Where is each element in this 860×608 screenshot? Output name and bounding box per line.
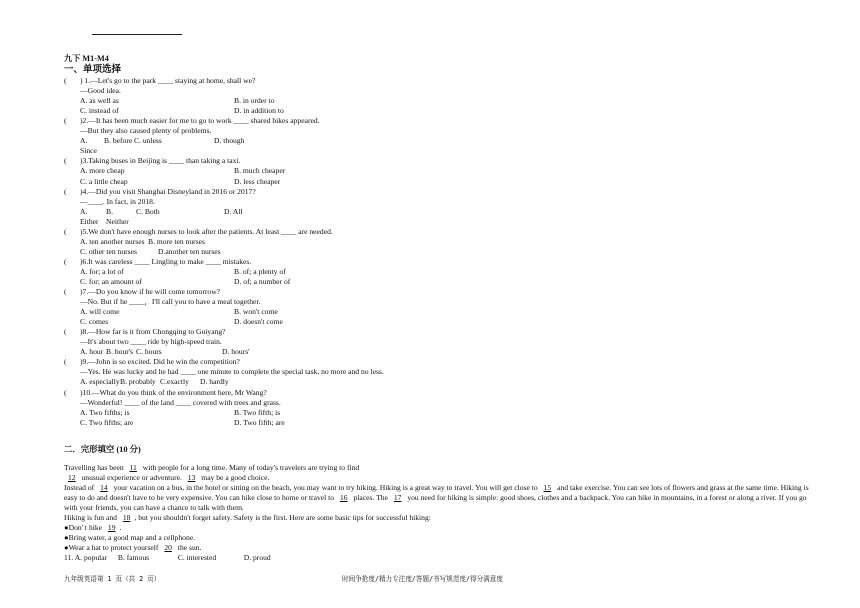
- options-row: [64, 207, 824, 227]
- option-d: D. hours': [222, 347, 250, 357]
- blank-16: 16: [339, 492, 348, 502]
- blank-15: 15: [543, 482, 552, 492]
- blank-18: 18: [122, 512, 131, 522]
- answer-bracket: (: [64, 156, 67, 166]
- dialogue-line: —But they also caused plenty of problems.: [80, 126, 212, 136]
- blank-13: 13: [187, 472, 196, 482]
- option-a: A. more cheap: [80, 166, 125, 176]
- passage-text: , but you shouldn't forget safety. Safety is the first. Here are some basic tips for successful hiking:: [134, 512, 431, 522]
- question-stem-row: [64, 187, 824, 197]
- question-item: [64, 327, 824, 357]
- option-d: D. though: [214, 136, 245, 146]
- answer-bracket: (: [64, 256, 67, 266]
- question-stem: —Let's go to the park ____ staying at home, shall we?: [90, 76, 256, 86]
- options-row: [64, 408, 824, 418]
- passage-text: may be a good choice.: [201, 472, 270, 482]
- option-c: C. interested: [177, 553, 217, 563]
- options-row: [64, 237, 824, 247]
- question-item: [64, 156, 824, 186]
- option-d: D. Two fifth; are: [234, 417, 285, 427]
- passage-text: Travelling has been: [64, 462, 124, 472]
- tip-line: ●Bring water, a good map and a cellphone.: [64, 533, 196, 543]
- page-title: 九下 M1-M4: [64, 54, 109, 63]
- passage-line: [64, 513, 816, 523]
- option-d: D. proud: [243, 553, 271, 563]
- passage-line: [64, 463, 816, 473]
- option-b: B. Two fifth; is: [234, 407, 281, 417]
- option-d: D. hardly: [200, 377, 229, 387]
- option-b: B. of; a plenty of: [234, 266, 286, 276]
- option-a: A. for; a lot of: [80, 266, 124, 276]
- question-number: )6.: [80, 256, 89, 266]
- option-b: B. more ten nurses: [148, 236, 205, 246]
- passage-text: your vacation on a bus, in the hotel or sitting on the beach, you may want to try hiking. Hiking is a great way to travel. You will get close to: [113, 482, 538, 492]
- question-number: ) 1.: [80, 76, 91, 86]
- question-list: [64, 76, 824, 428]
- option-c: C. a little cheap: [80, 176, 128, 186]
- question-number: )10.: [80, 387, 93, 397]
- option-c: C. instead of: [80, 106, 119, 116]
- question-item: [64, 357, 824, 387]
- passage-paragraph: [64, 483, 816, 513]
- answer-bracket: (: [64, 357, 67, 367]
- blank-19: 19: [107, 522, 116, 532]
- question-number: )4.: [80, 186, 89, 196]
- options-row: [64, 177, 824, 187]
- dialogue-line: —____. In fact, in 2018.: [80, 196, 155, 206]
- option-b: B. famous: [117, 553, 150, 563]
- option-b: B. probably: [120, 377, 156, 387]
- passage-text: Hiking is fun and: [64, 512, 117, 522]
- question-item: [64, 257, 824, 287]
- passage-text: and take exercise. You can see lots of flowers and grass at the same time. Hiking is easy to do and doesn't have to be very expensive. You can hike close to home or travel to: [64, 482, 809, 502]
- option-c: C. other ten nurses: [80, 246, 137, 256]
- option-a: A. hour: [80, 347, 104, 357]
- passage-line: [64, 473, 816, 483]
- dialogue-line: —Good idea.: [80, 86, 121, 96]
- question-stem: —What do you think of the environment here, Mr Wang?: [92, 387, 267, 397]
- answer-bracket: (: [64, 116, 67, 126]
- answer-bracket: (: [64, 387, 67, 397]
- dialogue-line: —No. But if he ____，I'll call you to have a meal together.: [80, 297, 261, 307]
- tip-line: [64, 543, 816, 553]
- option-b: B. much cheaper: [234, 166, 286, 176]
- passage-text: with people for a long time. Many of today's travelers are trying to find: [142, 462, 360, 472]
- name-line: [92, 34, 182, 35]
- option-b: B. hour's: [106, 347, 134, 357]
- option-c: C. Both: [136, 206, 160, 216]
- blank-14: 14: [100, 482, 108, 492]
- question-item: [64, 388, 824, 428]
- option-b: B. in order to: [234, 96, 275, 106]
- question-stem: —Do you know if he will come tomorrow?: [88, 287, 221, 297]
- dialogue-line: —It's about two ____ ride by high-speed train.: [80, 337, 222, 347]
- question-stem-row: [64, 156, 824, 166]
- question-stem: —It has been much easier for me to go to work ____ shared bikes appeared.: [88, 116, 320, 126]
- option-d: D. of; a number of: [234, 276, 291, 286]
- question-number: )5.: [80, 226, 89, 236]
- question-number: )7.: [80, 287, 89, 297]
- answer-bracket: (: [64, 76, 67, 86]
- question-stem-row: [64, 357, 824, 367]
- question-stem-row: [64, 76, 824, 86]
- question-stem: —Did you visit Shanghai Disneyland in 2016 or 2017?: [88, 186, 256, 196]
- answer-bracket: (: [64, 327, 67, 337]
- question-item: [64, 116, 824, 156]
- dialogue-line: —Yes. He was lucky and he had ____ one minute to complete the special task, no more and no less.: [80, 367, 384, 377]
- dialogue-line: —Wonderful! ____ of the land ____ covered with trees and grass.: [80, 397, 281, 407]
- question-stem-row: [64, 327, 824, 337]
- option-a: A. Two fifths; is: [80, 407, 130, 417]
- passage-text: you need for hiking is simple: good shoes, clothes and a backpack. You can hike in mountains, in a forest or along a river. If you go with your friends, you can have a chance to talk with them.: [64, 492, 807, 512]
- options-row: [64, 377, 824, 387]
- option-c: C. hours: [136, 347, 162, 357]
- question-item: [64, 187, 824, 227]
- option-b: B. Neither: [106, 206, 129, 226]
- cloze-options-11: [64, 553, 816, 563]
- question-stem: Taking buses in Beijing is ____ than taking a taxi.: [88, 156, 241, 166]
- options-row: [64, 418, 824, 428]
- option-a: A. Either: [80, 206, 99, 226]
- question-stem: —How far is it from Chongqing to Guiyang?: [88, 327, 226, 337]
- question-stem-row: [64, 287, 824, 297]
- options-row: [64, 96, 824, 106]
- option-c: C. Two fifths; are: [80, 417, 134, 427]
- question-stem: —John is so excited. Did he win the competition?: [88, 357, 240, 367]
- option-b: B. before: [104, 136, 133, 146]
- question-item: [64, 227, 824, 257]
- option-a: A. ten another nurses: [80, 236, 145, 246]
- options-row: [64, 347, 824, 357]
- question-number: )8.: [80, 327, 89, 337]
- section-heading-1: 一、单项选择: [64, 65, 122, 76]
- exam-page: [64, 54, 824, 563]
- blank-12: 12: [68, 472, 76, 482]
- passage-text: places. The: [353, 492, 388, 502]
- option-d: D. in addition to: [234, 106, 284, 116]
- options-row: [64, 166, 824, 176]
- question-item: [64, 287, 824, 327]
- option-d: D. doesn't come: [234, 317, 283, 327]
- options-row: [64, 267, 824, 277]
- blank-11: 11: [129, 462, 137, 472]
- passage-text: unusual experience or adventure.: [81, 472, 182, 482]
- question-stem-row: [64, 388, 824, 398]
- option-d: D. All: [224, 206, 243, 216]
- footer-page-number: 九年级英语第 1 页（共 2 页）: [64, 575, 161, 583]
- option-a: A. especially: [80, 377, 120, 387]
- passage-text: .: [119, 522, 122, 532]
- option-d: D.another ten nurses: [158, 246, 221, 256]
- passage-text: ●Wear a hat to protect yourself: [64, 543, 159, 553]
- question-stem: It was careless ____ Lingling to make ____ mistakes.: [88, 256, 252, 266]
- question-number: )2.: [80, 116, 89, 126]
- option-a: 11. A. popular: [64, 553, 108, 563]
- question-stem-row: [64, 257, 824, 267]
- option-a: A. as well as: [80, 96, 119, 106]
- question-number: )3.: [80, 156, 89, 166]
- option-c: C.exactly: [160, 377, 189, 387]
- options-row: [64, 317, 824, 327]
- question-item: [64, 76, 824, 116]
- question-stem: We don't have enough nurses to look after the patients. At least ____ are needed.: [88, 226, 333, 236]
- blank-20: 20: [164, 543, 172, 553]
- question-number: )9.: [80, 357, 89, 367]
- question-stem-row: [64, 227, 824, 237]
- options-row: [64, 247, 824, 257]
- passage-text: Instead of: [64, 482, 95, 492]
- cloze-passage: [64, 463, 816, 563]
- section-heading-2: 二．完形填空 (10 分): [64, 444, 141, 454]
- answer-bracket: (: [64, 226, 67, 236]
- options-row: [64, 136, 824, 156]
- options-row: [64, 277, 824, 287]
- footer-self-assessment: 时间争抢度/精力专注度/答题/书写规范度/得分满意度: [342, 575, 503, 583]
- option-b: B. won't come: [234, 307, 278, 317]
- answer-bracket: (: [64, 186, 67, 196]
- options-row: [64, 307, 824, 317]
- option-c: C. for; an amount of: [80, 276, 142, 286]
- options-row: [64, 106, 824, 116]
- passage-text: the sun.: [177, 543, 202, 553]
- option-c: C. comes: [80, 317, 109, 327]
- option-a: A. Since: [80, 136, 97, 156]
- passage-text: ●Don' t hike: [64, 522, 103, 532]
- answer-bracket: (: [64, 287, 67, 297]
- option-c: C. unless: [134, 136, 162, 146]
- option-a: A. will come: [80, 307, 120, 317]
- blank-17: 17: [393, 492, 402, 502]
- option-d: D. less cheaper: [234, 176, 281, 186]
- question-stem-row: [64, 116, 824, 126]
- tip-line: [64, 523, 816, 533]
